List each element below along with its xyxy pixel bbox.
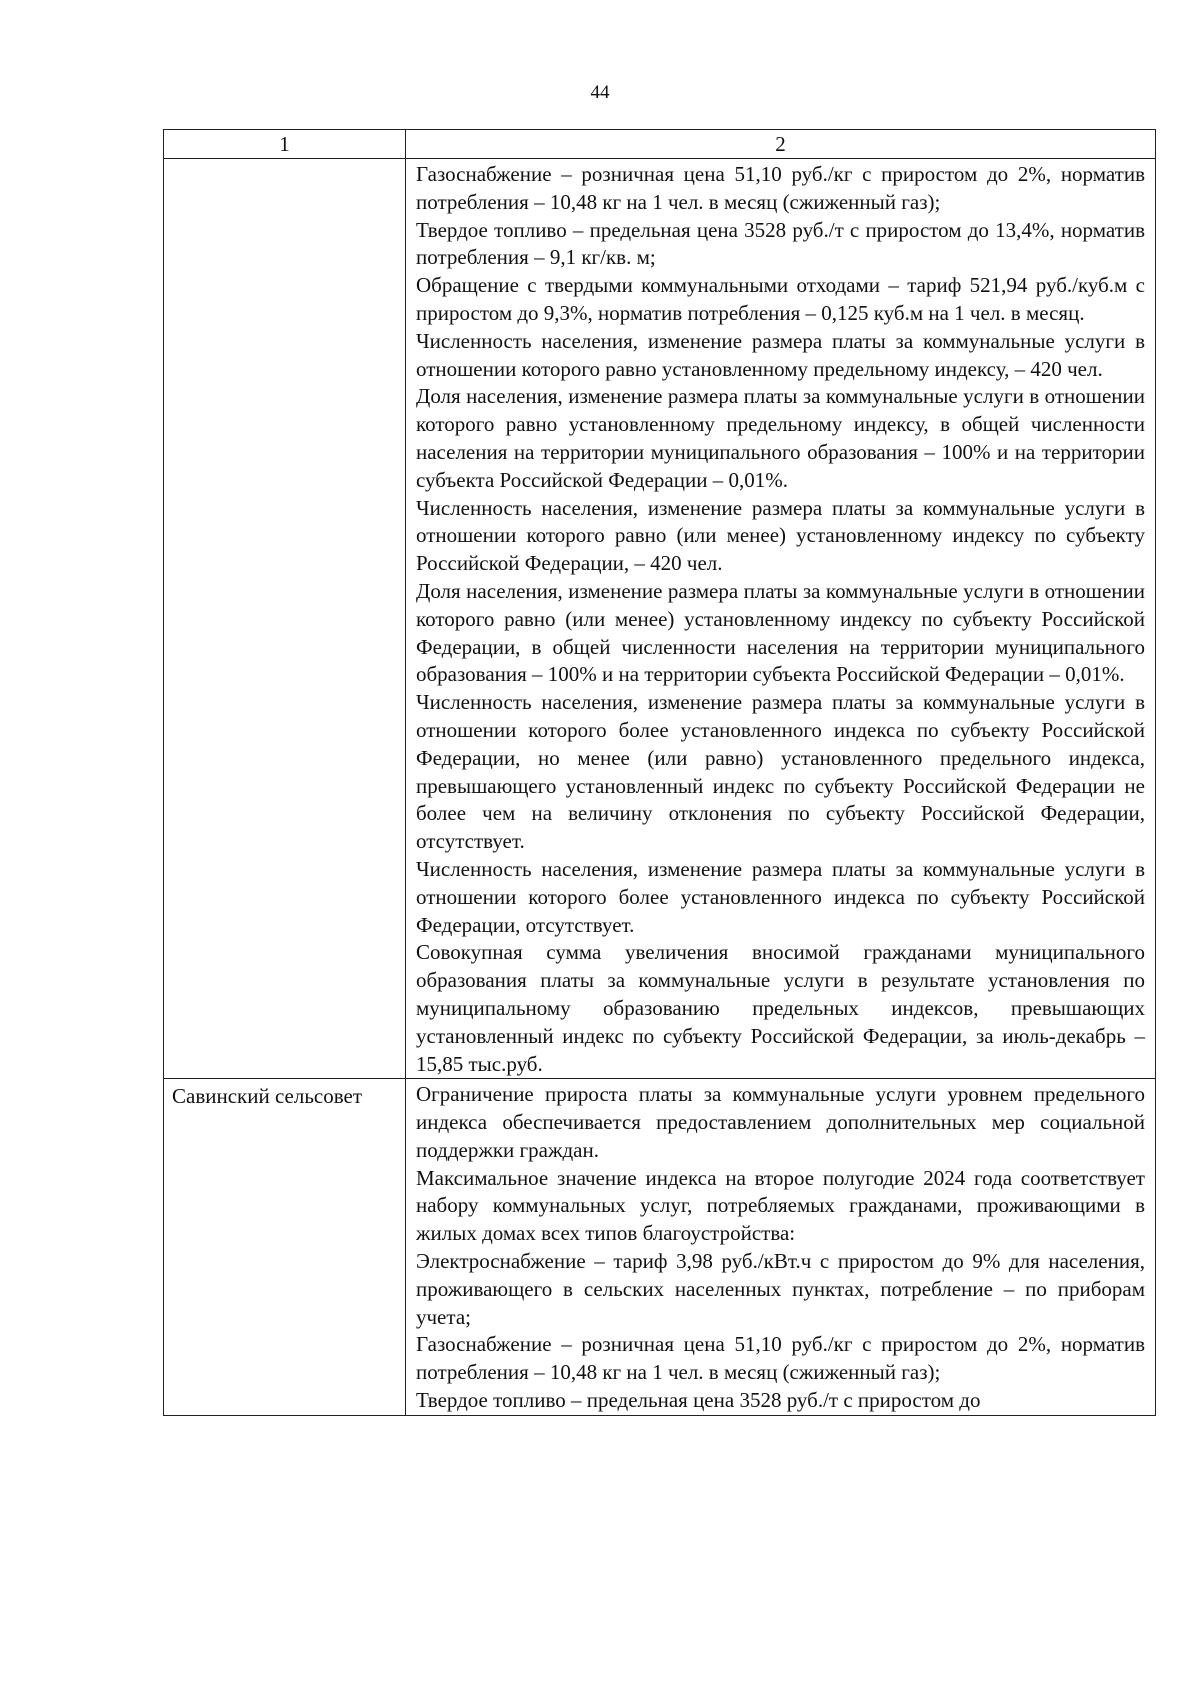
paragraph: Совокупная сумма увеличения вносимой гражданами муниципального образования платы за коммунальные услуги в результате установления по муниципальному образованию предельных индексов, превышающих установленный индекс по субъекту Российской Федерации, за июль-декабрь – 15,85 тыс.руб. [416,940,1145,1076]
paragraph: Доля населения, изменение размера платы за коммунальные услуги в отношении которого равно установленному предельному индексу, в общей численности населения на территории муниципального образования – 100% и на территории субъекта Российской Федерации – 0,01%. [416,384,1145,492]
paragraph: Численность населения, изменение размера платы за коммунальные услуги в отношении которого более установленного индекса по субъекту Российской Федерации, отсутствует. [416,856,1145,937]
description-cell [406,1079,1156,1416]
column-header-1: 1 [164,130,406,159]
municipality-name-cell [164,159,406,1079]
paragraph: Численность населения, изменение размера платы за коммунальные услуги в отношении которого равно (или менее) установленному индексу по субъекту Российской Федерации, – 420 чел. [416,495,1145,576]
paragraph: Газоснабжение – розничная цена 51,10 руб./кг с приростом до 2%, норматив потребления – 10,48 кг на 1 чел. в месяц (сжиженный газ); [416,1332,1145,1385]
page-number: 44 [590,82,610,103]
paragraph: Обращение с твердыми коммунальными отходами – тариф 521,94 руб./куб.м с приростом до 9,3%, норматив потребления – 0,125 куб.м на 1 чел. в месяц. [416,273,1145,325]
paragraph: Доля населения, изменение размера платы за коммунальные услуги в отношении которого равно (или менее) установленному индексу по субъекту Российской Федерации, в общей численности населения на территории муниципального образования – 100% и на территории субъекта Российской Федерации – 0,01%. [416,578,1145,687]
paragraph: Максимальное значение индекса на второе полугодие 2024 года соответствует набору коммунальных услуг, потребляемых гражданами, проживающими в жилых домах всех типов благоустройства: [416,1165,1145,1246]
paragraph: Твердое топливо – предельная цена 3528 руб./т с приростом до 13,4%, норматив потребления – 9,1 кг/кв. м; [416,217,1145,270]
data-table [163,129,1156,1416]
paragraph: Электроснабжение – тариф 3,98 руб./кВт.ч с приростом до 9% для населения, проживающего в сельских населенных пунктах, потребление – по приборам учета; [416,1249,1145,1329]
table-row [164,159,1156,1079]
paragraph: Численность населения, изменение размера платы за коммунальные услуги в отношении которого равно установленному предельному индексу, – 420 чел. [416,328,1145,381]
column-header-2: 2 [406,130,1156,159]
paragraph: Твердое топливо – предельная цена 3528 руб./т с приростом до [416,1388,981,1413]
paragraph: Численность населения, изменение размера платы за коммунальные услуги в отношении которого более установленного индекса по субъекту Российской Федерации, но менее (или равно) установленного предельного индекса, превышающего установленный индекс по субъекту Российской Федерации не более чем на величину отклонения по субъекту Российской Федерации, отсутствует. [416,690,1145,854]
paragraph: Ограничение прироста платы за коммунальные услуги уровнем предельного индекса обеспечивается предоставлением дополнительных мер социальной поддержки граждан. [416,1082,1145,1162]
paragraph: Газоснабжение – розничная цена 51,10 руб./кг с приростом до 2%, норматив потребления – 10,48 кг на 1 чел. в месяц (сжиженный газ); [416,162,1145,214]
table-row [164,1079,1156,1416]
description-cell [406,159,1156,1079]
table-header-row [164,130,1156,159]
municipality-name-cell: Савинский сельсовет [164,1079,406,1416]
